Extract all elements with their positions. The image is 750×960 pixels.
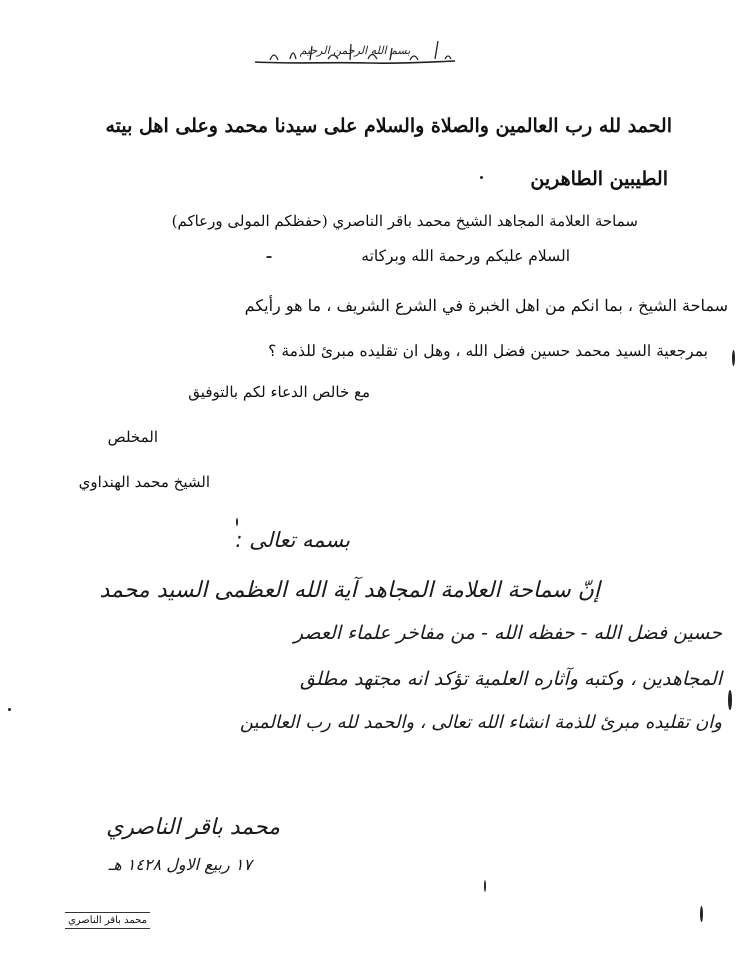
basmala-text: بسم الله الرحمن الرحيم <box>299 44 411 57</box>
scan-speck <box>732 350 735 366</box>
scan-speck <box>480 176 483 179</box>
opening-line-1: الحمد لله رب العالمين والصلاة والسلام على سيدنا محمد وعلى اهل بيته <box>105 115 672 137</box>
reply-line-1: إنّ سماحة العلامة المجاهد آية الله العظمى السيد محمد <box>99 578 600 603</box>
sender-name: الشيخ محمد الهنداوي <box>78 473 210 491</box>
greeting-line: السلام عليكم ورحمة الله وبركاته <box>361 247 570 265</box>
scan-speck <box>484 880 486 892</box>
closing-line: مع خالص الدعاء لكم بالتوفيق <box>188 383 370 401</box>
signoff-label: المخلص <box>107 428 158 446</box>
opening-line-2: الطيبين الطاهرين <box>530 168 668 190</box>
reply-line-4: وان تقليده مبرئ للذمة انشاء الله تعالى ، والحمد لله رب العالمين <box>239 712 722 733</box>
question-line-1: سماحة الشيخ ، بما انكم من اهل الخبرة في الشرع الشريف ، ما هو رأيكم <box>244 296 728 315</box>
addressee-line: سماحة العلامة المجاهد الشيخ محمد باقر الناصري (حفظكم المولى ورعاكم) <box>171 212 638 230</box>
basmala-header <box>250 32 460 70</box>
reply-signature: محمد باقر الناصري <box>106 815 280 840</box>
scan-speck <box>236 518 238 526</box>
reply-line-3: المجاهدين ، وكتبه وآثاره العلمية تؤكد انه مجتهد مطلق <box>300 668 722 690</box>
scan-speck <box>700 906 703 922</box>
reply-date: ١٧ ربيع الاول ١٤٢٨ هـ <box>108 855 252 874</box>
reply-heading: بسمه تعالى : <box>235 528 350 552</box>
question-line-2: بمرجعية السيد محمد حسين فضل الله ، وهل ان تقليده مبرئ للذمة ؟ <box>268 342 708 360</box>
scan-speck <box>728 690 732 710</box>
scan-speck <box>8 708 11 711</box>
seal-stamp: محمد باقر الناصري <box>65 912 150 929</box>
scan-speck <box>266 256 272 258</box>
reply-line-2: حسين فضل الله - حفظه الله - من مفاخر علماء العصر <box>293 622 722 644</box>
